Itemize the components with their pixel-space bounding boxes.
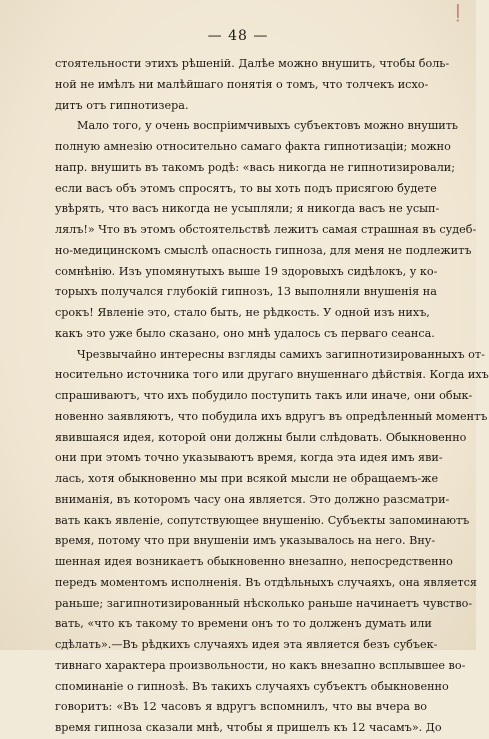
margin-ink-mark-stroke — [457, 4, 458, 18]
text-line: шенная идея возникаетъ обыкновенно внезапно, непосредственно — [55, 555, 453, 568]
text-line: напр. внушить въ такомъ родѣ: «вась никогда не гипнотизировали; — [55, 160, 456, 174]
text-line: передъ моментомъ исполненія. Въ отдѣльныхъ случаяхъ, она является — [55, 575, 477, 589]
margin-ink-mark — [456, 4, 460, 22]
text-line: сдѣлать».—Въ рѣдкихъ случаяхъ идея эта является безъ субъек- — [55, 638, 438, 651]
text-line: стоятельности этихъ рѣшеній. Далѣе можно внушить, чтобы боль- — [55, 57, 450, 70]
text-line: время гипноза сказали мнѣ, чтобы я пришелъ къ 12 часамъ». До — [55, 721, 442, 734]
text-line: раньше; загипнотизированный нѣсколько раньше начинаетъ чувство- — [55, 596, 473, 610]
text-line: вать, «что къ такому то времени онъ то то долженъ думать или — [55, 617, 432, 631]
text-line: торыхъ получался глубокій гипнозъ, 13 выполняли внушенія на — [55, 285, 437, 299]
text-line: Чрезвычайно интересны взгляды самихъ загипнотизированныхъ от- — [77, 347, 485, 361]
text-line: срокъ! Явленіе это, стало быть, не рѣдкость. У одной изъ нихъ, — [55, 306, 430, 319]
page-number: — 48 — — [207, 28, 269, 44]
text-line: споминаніе о гипнозѣ. Въ такихъ случаяхъ субъектъ обыкновенно — [55, 679, 449, 693]
text-line: увѣрять, что васъ никогда не усыпляли; я никогда васъ не усып- — [55, 202, 440, 216]
text-line: вниманія, въ которомъ часу она является. Это должно разсматри- — [55, 492, 450, 506]
margin-ink-mark-dot — [457, 20, 459, 22]
text-line: лась, хотя обыкновенно мы при всякой мысли не обращаемъ-же — [55, 472, 439, 485]
body-text — [55, 54, 489, 739]
text-line: новенно заявляютъ, что побудила ихъ вдругъ въ опредѣленный моментъ — [55, 409, 488, 423]
text-line: полную амнезію относительно самаго факта гипнотизаціи; можно — [55, 140, 451, 153]
text-line: Мало того, у очень воспріимчивыхъ субъектовъ можно внушить — [77, 119, 459, 133]
text-line: тивнаго характера произвольности, но какъ внезапно всплывшее во- — [55, 658, 466, 672]
text-line: спрашиваютъ, что ихъ побудило поступить такъ или иначе, они обык- — [55, 389, 473, 402]
text-line: они при этомъ точно указываютъ время, когда эта идея имъ яви- — [55, 451, 443, 465]
text-line: вать какъ явленіе, сопутствующее внушенію. Субъекты запоминаютъ — [55, 513, 470, 527]
text-line: сомнѣнію. Изъ упомянутыхъ выше 19 здоровыхъ сидѣлокъ, у ко- — [55, 264, 438, 278]
text-line: но-медицинскомъ смыслѣ опасность гипноза, для меня не подлежитъ — [55, 243, 472, 257]
text-line: лялъ!» Что въ этомъ обстоятельствѣ лежитъ самая страшная въ судеб- — [55, 223, 477, 236]
text-line: носительно источника того или другаго внушеннаго дѣйствія. Когда ихъ — [55, 368, 489, 382]
text-line: если васъ объ этомъ спросятъ, то вы хоть подъ присягою будете — [55, 181, 437, 195]
text-line: время, потому что при внушеніи имъ указывалось на него. Вну- — [55, 534, 436, 548]
text-line: ной не имѣлъ ни малѣйшаго понятія о томъ, что толчекъ исхо- — [55, 77, 429, 91]
text-line: явившаяся идея, которой они должны были слѣдовать. Обыкновенно — [55, 430, 467, 444]
text-line: какъ это уже было сказано, оно мнѣ удалось съ перваго сеанса. — [55, 326, 435, 340]
text-line: дитъ отъ гипнотизера. — [55, 98, 189, 112]
text-line: говоритъ: «Въ 12 часовъ я вдругъ вспомнилъ, что вы вчера во — [55, 700, 427, 714]
